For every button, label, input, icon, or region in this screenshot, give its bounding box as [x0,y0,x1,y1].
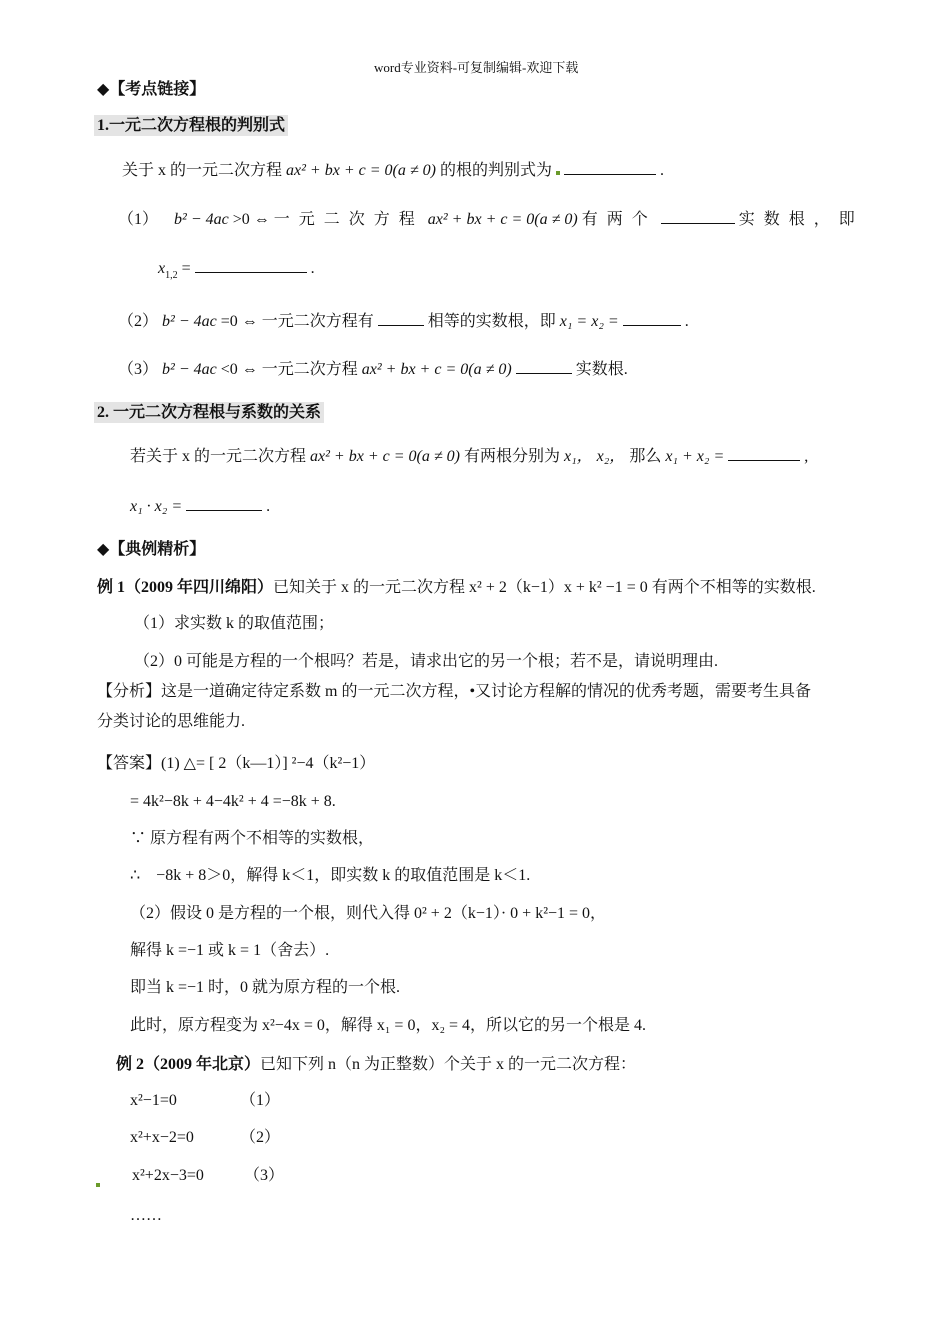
text: , [804,448,809,465]
answer-line-7: 即当 k =−1 时，0 就为原方程的一个根. [130,979,401,996]
answer-line-3: ∵ 原方程有两个不相等的实数根， [130,830,375,847]
text: 实数根，即 [738,211,864,228]
case-1-line [118,209,864,230]
blank [195,258,307,273]
case-number: （2） [118,313,159,330]
text: . [310,260,315,277]
answer-line-1: 【答案】(1) △= [ 2（k—1）] ²−4（k²−1） [97,755,376,772]
equation-number: （1） [240,1092,281,1109]
example-1-line [97,578,816,598]
example-2-text: 已知下列 n（n 为正整数）个关于 x 的一元二次方程： [260,1056,637,1073]
roots-formula-line [158,258,315,286]
equation-3 [132,1166,284,1186]
equation-number: （3） [244,1167,285,1184]
answer-line-2: = 4k²−8k + 4−4k² + 4 =−8k + 8. [130,793,336,810]
roots: x₁， x₂， [563,448,626,465]
example-1-question-1: （1）求实数 k 的取值范围； [134,615,335,632]
blank [728,446,800,461]
text: =0 ⇔ 一元二次方程有 [220,313,374,330]
text: 关于 x 的一元二次方程 [122,162,283,179]
answer-line-4: ∴ −8k + 8＞0，解得 k＜1，即实数 k 的取值范围是 k＜1. [130,867,531,884]
section-heading-examples: ◆【典例精析】 [97,541,206,558]
example-1-question-2: （2）0 可能是方程的一个根吗？若是，请求出它的另一个根；若不是，请说明理由. [134,653,719,670]
subscript: 1,2 [165,270,178,281]
example-1-text: 已知关于 x 的一元二次方程 x² + 2（k−1）x + k² −1 = 0 有两个不相等的实数根. [273,579,816,596]
blank [623,311,681,326]
quadratic-equation: ax² + bx + c = 0(a ≠ 0) [427,211,578,228]
quadratic-equation: ax² + bx + c = 0(a ≠ 0) [361,361,512,378]
section-1-title [94,116,288,136]
text: 有两个 [581,211,657,228]
discriminant: b² − 4ac [162,313,217,330]
text: 那么 [629,448,662,465]
vieta-sum-line [130,446,808,467]
marker-dot-left [96,1173,100,1193]
case-number: （3） [118,361,159,378]
quadratic-equation: ax² + bx + c = 0(a ≠ 0) [286,162,436,179]
equation-text: x²+2x−3=0 [132,1167,204,1184]
variable: x [158,260,166,277]
blank [186,496,262,511]
equation-2 [130,1128,280,1148]
page-header: word专业资料-可复制编辑-欢迎下载 [374,60,579,75]
root-sum: x₁ + x₂ = [665,448,725,465]
answer-line-6: 解得 k =−1 或 k = 1（舍去）. [130,942,330,959]
analysis-line-1: 【分析】这是一道确定待定系数 m 的一元二次方程，•又讨论方程解的情况的优秀考题，需要考生具备 [97,683,812,700]
discriminant-definition-line [122,160,664,181]
vieta-product-line [130,496,270,517]
case-2-line [118,311,689,332]
equation-text: x²+x−2=0 [130,1129,194,1146]
marker-dot [96,1183,100,1187]
relation: >0 ⇔ [232,211,270,228]
text: . [266,498,271,515]
text: 相等的实数根，即 [427,313,556,330]
text: 有两根分别为 [463,448,560,465]
answer-line-5: （2）假设 0 是方程的一个根，则代入得 0² + 2（k−1）· 0 + k²−1 = 0， [130,905,607,922]
blank [378,311,424,326]
case-number: （1） [118,211,159,228]
example-2-line [116,1055,636,1075]
blank [661,209,735,224]
quadratic-equation: ax² + bx + c = 0(a ≠ 0) [310,448,460,465]
ellipsis: …… [130,1207,162,1224]
text: <0 ⇔ 一元二次方程 [220,361,358,378]
example-2-label: 例 2（2009 年北京） [116,1056,261,1073]
section-heading-links: ◆【考点链接】 [97,81,206,98]
section-1-title-text: 1.一元二次方程根的判别式 [94,115,288,136]
text: 若关于 x 的一元二次方程 [130,448,307,465]
equation-number: （2） [240,1129,281,1146]
example-1-label: 例 1（2009 年四川绵阳） [97,579,274,596]
text: 实数根. [575,361,628,378]
blank [564,160,656,175]
discriminant: b² − 4ac [162,361,217,378]
section-2-title [94,403,324,423]
text: . [684,313,689,330]
text: = [181,260,191,277]
equal-roots: x₁ = x₂ = [559,313,619,330]
text: 的根的判别式为 [439,162,552,179]
answer-line-8: 此时，原方程变为 x²−4x = 0，解得 x₁ = 0，x₂ = 4，所以它的另一个根是 4. [130,1017,647,1034]
equation-1 [130,1091,280,1111]
analysis-line-2: 分类讨论的思维能力. [97,713,246,730]
text: 一元二次方程 [273,211,424,228]
discriminant: b² − 4ac [174,211,229,228]
text: . [659,162,664,179]
case-3-line [118,359,628,380]
blank [516,359,572,374]
root-product: x₁ · x₂ = [130,498,183,515]
equation-text: x²−1=0 [130,1092,177,1109]
marker-dot [556,171,560,175]
section-2-title-text: 2. 一元二次方程根与系数的关系 [94,402,324,423]
